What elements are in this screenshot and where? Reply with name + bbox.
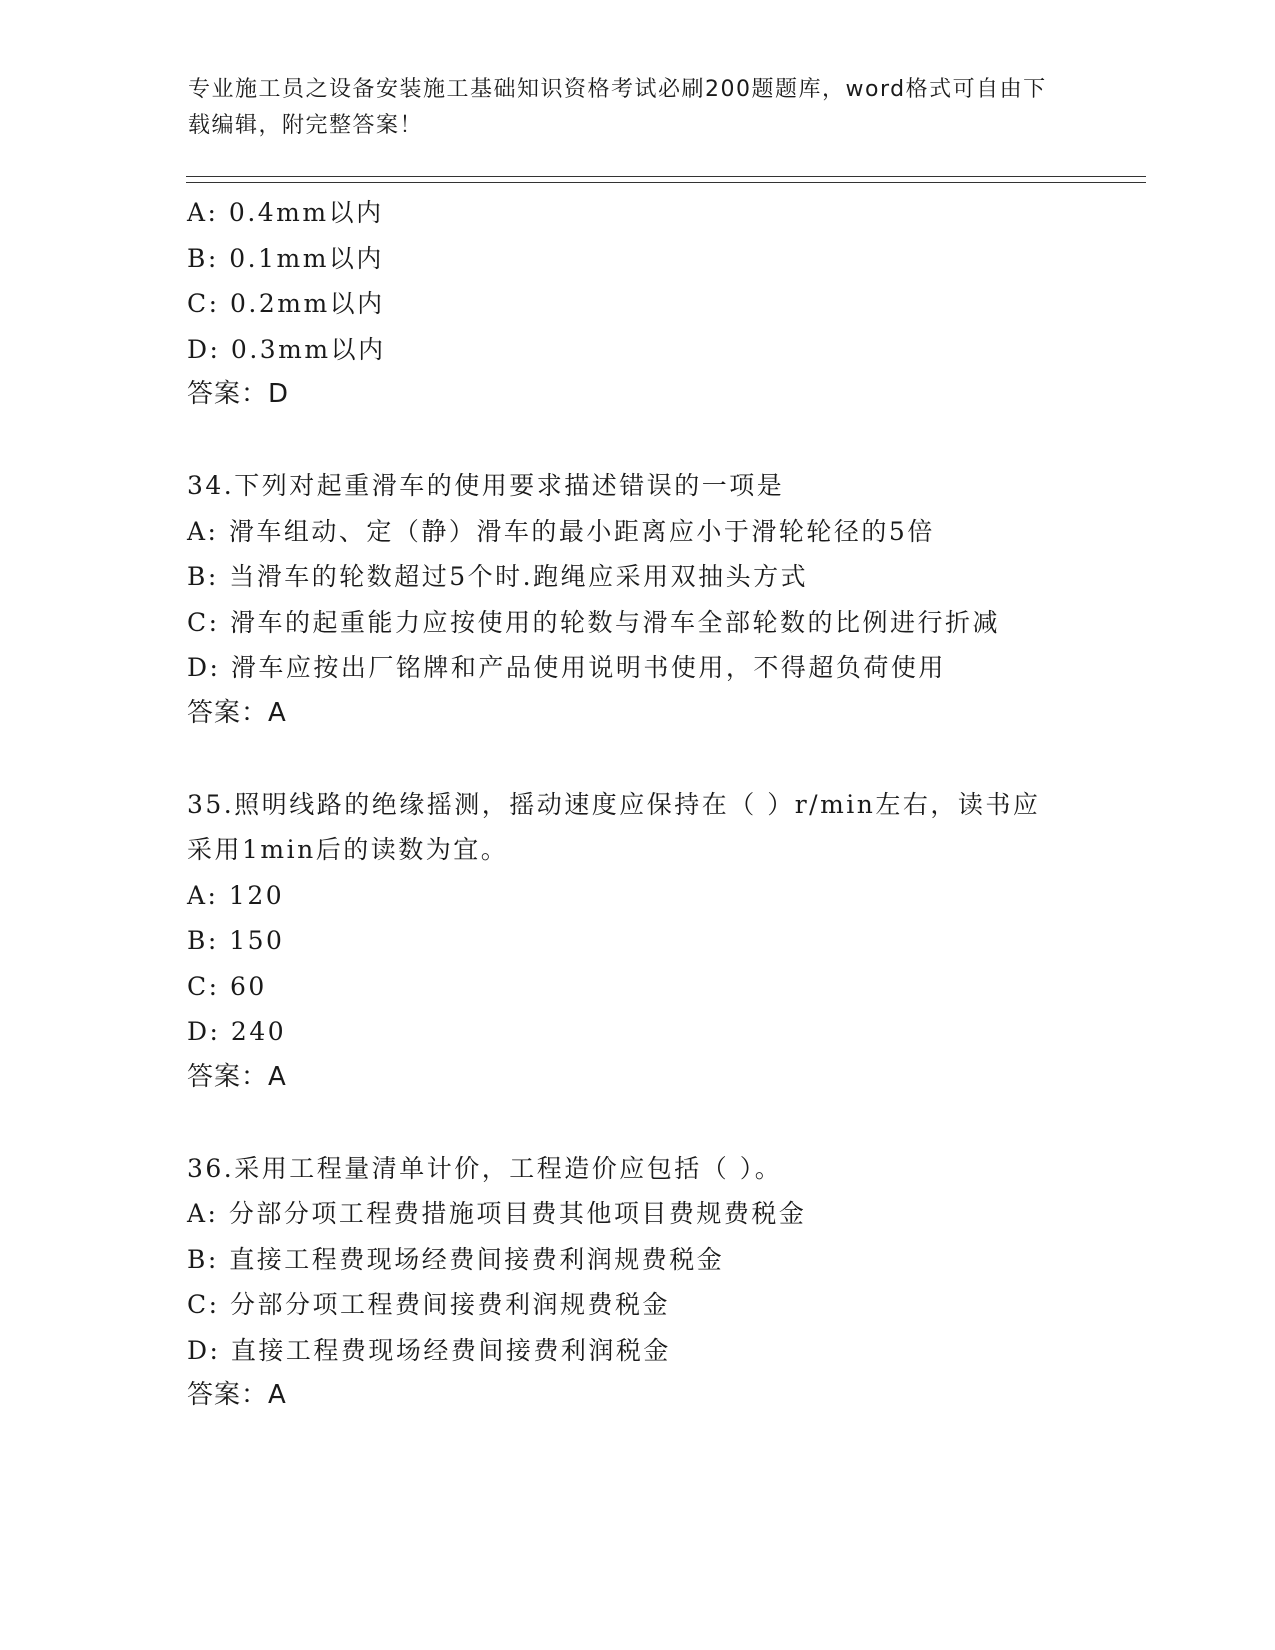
question-block-34 [187,463,1087,736]
option-a: A: 分部分项工程费措施项目费其他项目费规费税金 [187,1199,807,1228]
option-b: B: 直接工程费现场经费间接费利润规费税金 [187,1244,725,1274]
question-block-35 [187,782,1087,1101]
option-d: D: 直接工程费现场经费间接费利润税金 [187,1335,671,1365]
header-divider-top [186,176,1146,177]
option-c: C: 60 [187,971,267,1001]
document-title: 专业施工员之设备安装施工基础知识资格考试必刷200题题库，word格式可自由下载编辑，附完整答案！ [188,77,1047,138]
option-b: B: 当滑车的轮数超过5个时.跑绳应采用双抽头方式 [187,562,809,591]
option-b: B: 0.1mm以内 [187,243,384,273]
option-c: C: 滑车的起重能力应按使用的轮数与滑车全部轮数的比例进行折减 [187,607,1001,637]
question-block-36 [187,1146,1087,1419]
option-b: B: 150 [187,926,285,955]
answer-line: 答案：D [187,379,290,409]
option-a: A: 120 [187,880,285,910]
option-c: C: 分部分项工程费间接费利润规费税金 [187,1290,670,1319]
option-d: D: 滑车应按出厂铭牌和产品使用说明书使用，不得超负荷使用 [187,653,946,682]
answer-line: 答案：A [187,697,287,728]
document-header [188,72,1068,144]
answer-line: 答案：A [187,1380,287,1410]
option-d: D: 240 [187,1017,287,1046]
question-stem: 36.采用工程量清单计价，工程造价应包括（ ）。 [187,1153,783,1183]
question-block-33 [187,190,1087,418]
option-a: A: 滑车组动、定（静）滑车的最小距离应小于滑轮轮径的5倍 [187,516,935,546]
option-a: A: 0.4mm以内 [187,198,384,227]
question-list [187,190,1087,1419]
header-divider-bottom [186,182,1146,183]
answer-line: 答案：A [187,1061,287,1092]
question-stem: 35.照明线路的绝缘摇测，摇动速度应保持在（ ）r/min左右，读书应采用1min后的读数为宜。 [187,789,1041,864]
question-stem: 34.下列对起重滑车的使用要求描述错误的一项是 [187,471,785,500]
option-c: C: 0.2mm以内 [187,289,385,318]
option-d: D: 0.3mm以内 [187,334,386,364]
